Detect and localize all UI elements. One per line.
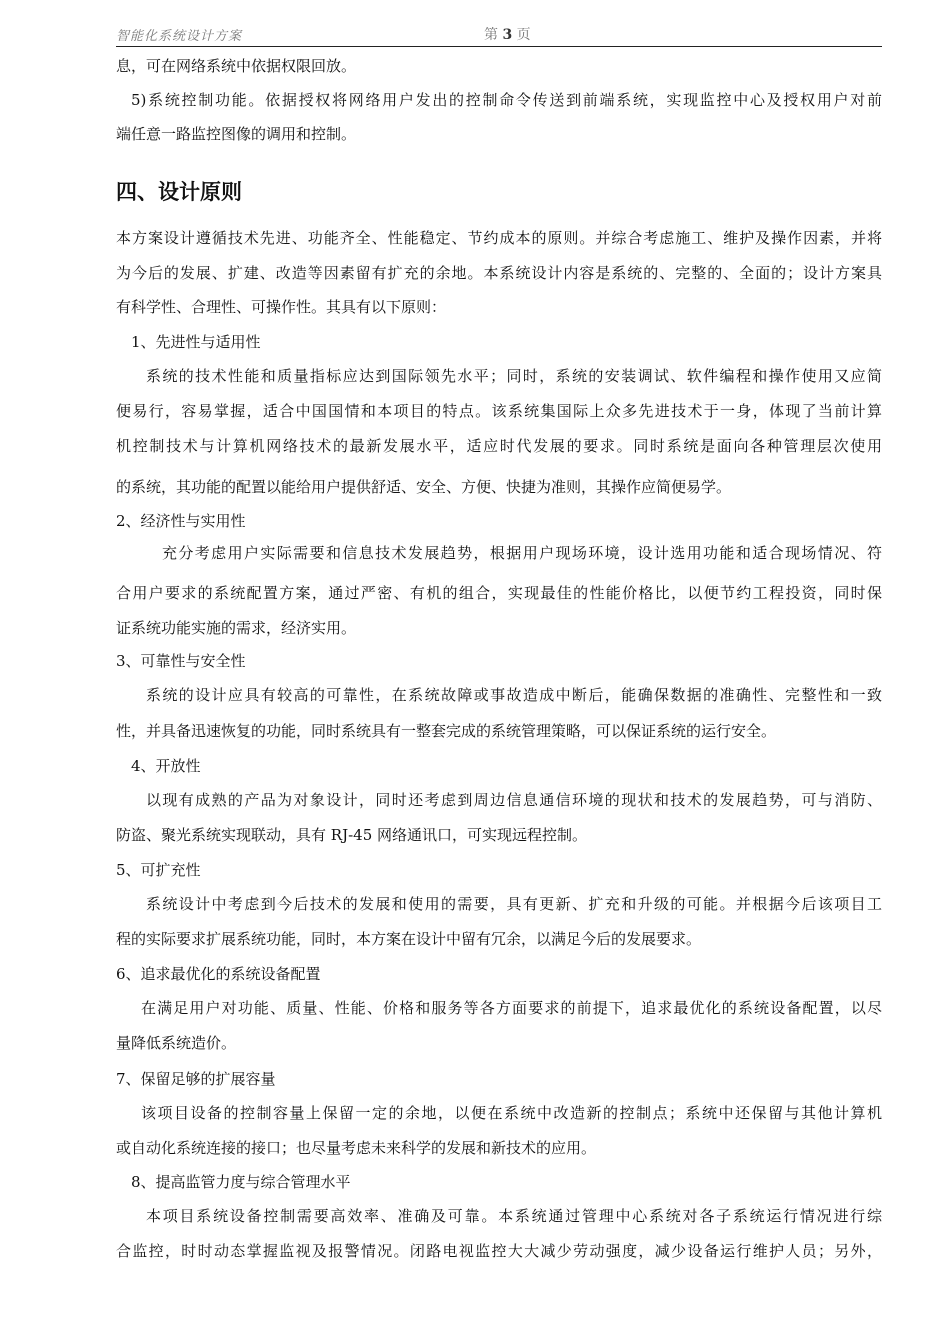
principle-title: 2、经济性与实用性 bbox=[116, 512, 246, 530]
body-line: 或自动化系统连接的接口；也尽量考虑未来科学的发展和新技术的应用。 bbox=[116, 1139, 597, 1157]
body-line: 息，可在网络系统中依据权限回放。 bbox=[116, 57, 357, 75]
body-line: 系统的技术性能和质量指标应达到国际领先水平；同时，系统的安装调试、软件编程和操作使用又应简 bbox=[146, 367, 882, 385]
page-prefix: 第 bbox=[484, 27, 503, 43]
page-number-value: 3 bbox=[502, 27, 513, 43]
body-line: 5)系统控制功能。依据授权将网络用户发出的控制命令传送到前端系统，实现监控中心及授权用户对前 bbox=[131, 91, 882, 109]
page-header bbox=[116, 22, 882, 47]
body-line: 充分考虑用户实际需要和信息技术发展趋势，根据用户现场环境，设计选用功能和适合现场情况、符 bbox=[162, 544, 882, 562]
body-line: 本方案设计遵循技术先进、功能齐全、性能稳定、节约成本的原则。并综合考虑施工、维护及操作因素，并将 bbox=[116, 229, 882, 247]
body-line: 本项目系统设备控制需要高效率、准确及可靠。本系统通过管理中心系统对各子系统运行情况进行综 bbox=[146, 1207, 882, 1225]
principle-title: 6、追求最优化的系统设备配置 bbox=[116, 965, 321, 983]
body-line: 便易行，容易掌握，适合中国国情和本项目的特点。该系统集国际上众多先进技术于一身，体现了当前计算 bbox=[116, 402, 882, 420]
body-line: 以现有成熟的产品为对象设计，同时还考虑到周边信息通信环境的现状和技术的发展趋势，可与消防、 bbox=[146, 791, 882, 809]
header-title: 智能化系统设计方案 bbox=[116, 29, 243, 44]
body-line: 程的实际要求扩展系统功能，同时，本方案在设计中留有冗余，以满足今后的发展要求。 bbox=[116, 930, 702, 948]
body-line: 防盗、聚光系统实现联动，具有 RJ-45 网络通讯口，可实现远程控制。 bbox=[116, 826, 588, 844]
body-line: 系统的设计应具有较高的可靠性，在系统故障或事故造成中断后，能确保数据的准确性、完整性和一致 bbox=[146, 686, 882, 704]
principle-title: 8、提高监管力度与综合管理水平 bbox=[131, 1173, 351, 1191]
page-suffix: 页 bbox=[512, 27, 531, 43]
body-line: 量降低系统造价。 bbox=[116, 1034, 237, 1052]
page-number bbox=[484, 24, 531, 44]
body-line: 端任意一路监控图像的调用和控制。 bbox=[116, 125, 357, 143]
body-line: 的系统，其功能的配置以能给用户提供舒适、安全、方便、快捷为准则，其操作应简便易学。 bbox=[116, 478, 732, 496]
principle-title: 1、先进性与适用性 bbox=[131, 333, 261, 351]
body-line: 在满足用户对功能、质量、性能、价格和服务等各方面要求的前提下，追求最优化的系统设备配置，以尽 bbox=[141, 999, 882, 1017]
body-line: 证系统功能实施的需求，经济实用。 bbox=[116, 619, 357, 637]
body-line: 有科学性、合理性、可操作性。其具有以下原则： bbox=[116, 298, 447, 316]
body-line: 机控制技术与计算机网络技术的最新发展水平，适应时代发展的要求。同时系统是面向各种管理层次使用 bbox=[116, 437, 882, 455]
body-line: 性，并具备迅速恢复的功能，同时系统具有一整套完成的系统管理策略，可以保证系统的运行安全。 bbox=[116, 722, 777, 740]
section-heading: 四、设计原则 bbox=[116, 180, 242, 204]
body-line: 该项目设备的控制容量上保留一定的余地，以便在系统中改造新的控制点；系统中还保留与其他计算机 bbox=[141, 1104, 882, 1122]
body-line: 合用户要求的系统配置方案，通过严密、有机的组合，实现最佳的性能价格比，以便节约工程投资，同时保 bbox=[116, 584, 882, 602]
principle-title: 5、可扩充性 bbox=[116, 861, 201, 879]
body-line: 合监控，时时动态掌握监视及报警情况。闭路电视监控大大减少劳动强度，减少设备运行维护人员；另外， bbox=[116, 1242, 882, 1260]
principle-title: 7、保留足够的扩展容量 bbox=[116, 1070, 276, 1088]
body-line: 为今后的发展、扩建、改造等因素留有扩充的余地。本系统设计内容是系统的、完整的、全面的；设计方案具 bbox=[116, 264, 882, 282]
principle-title: 4、开放性 bbox=[131, 757, 201, 775]
principle-title: 3、可靠性与安全性 bbox=[116, 652, 246, 670]
body-line: 系统设计中考虑到今后技术的发展和使用的需要，具有更新、扩充和升级的可能。并根据今后该项目工 bbox=[146, 895, 882, 913]
